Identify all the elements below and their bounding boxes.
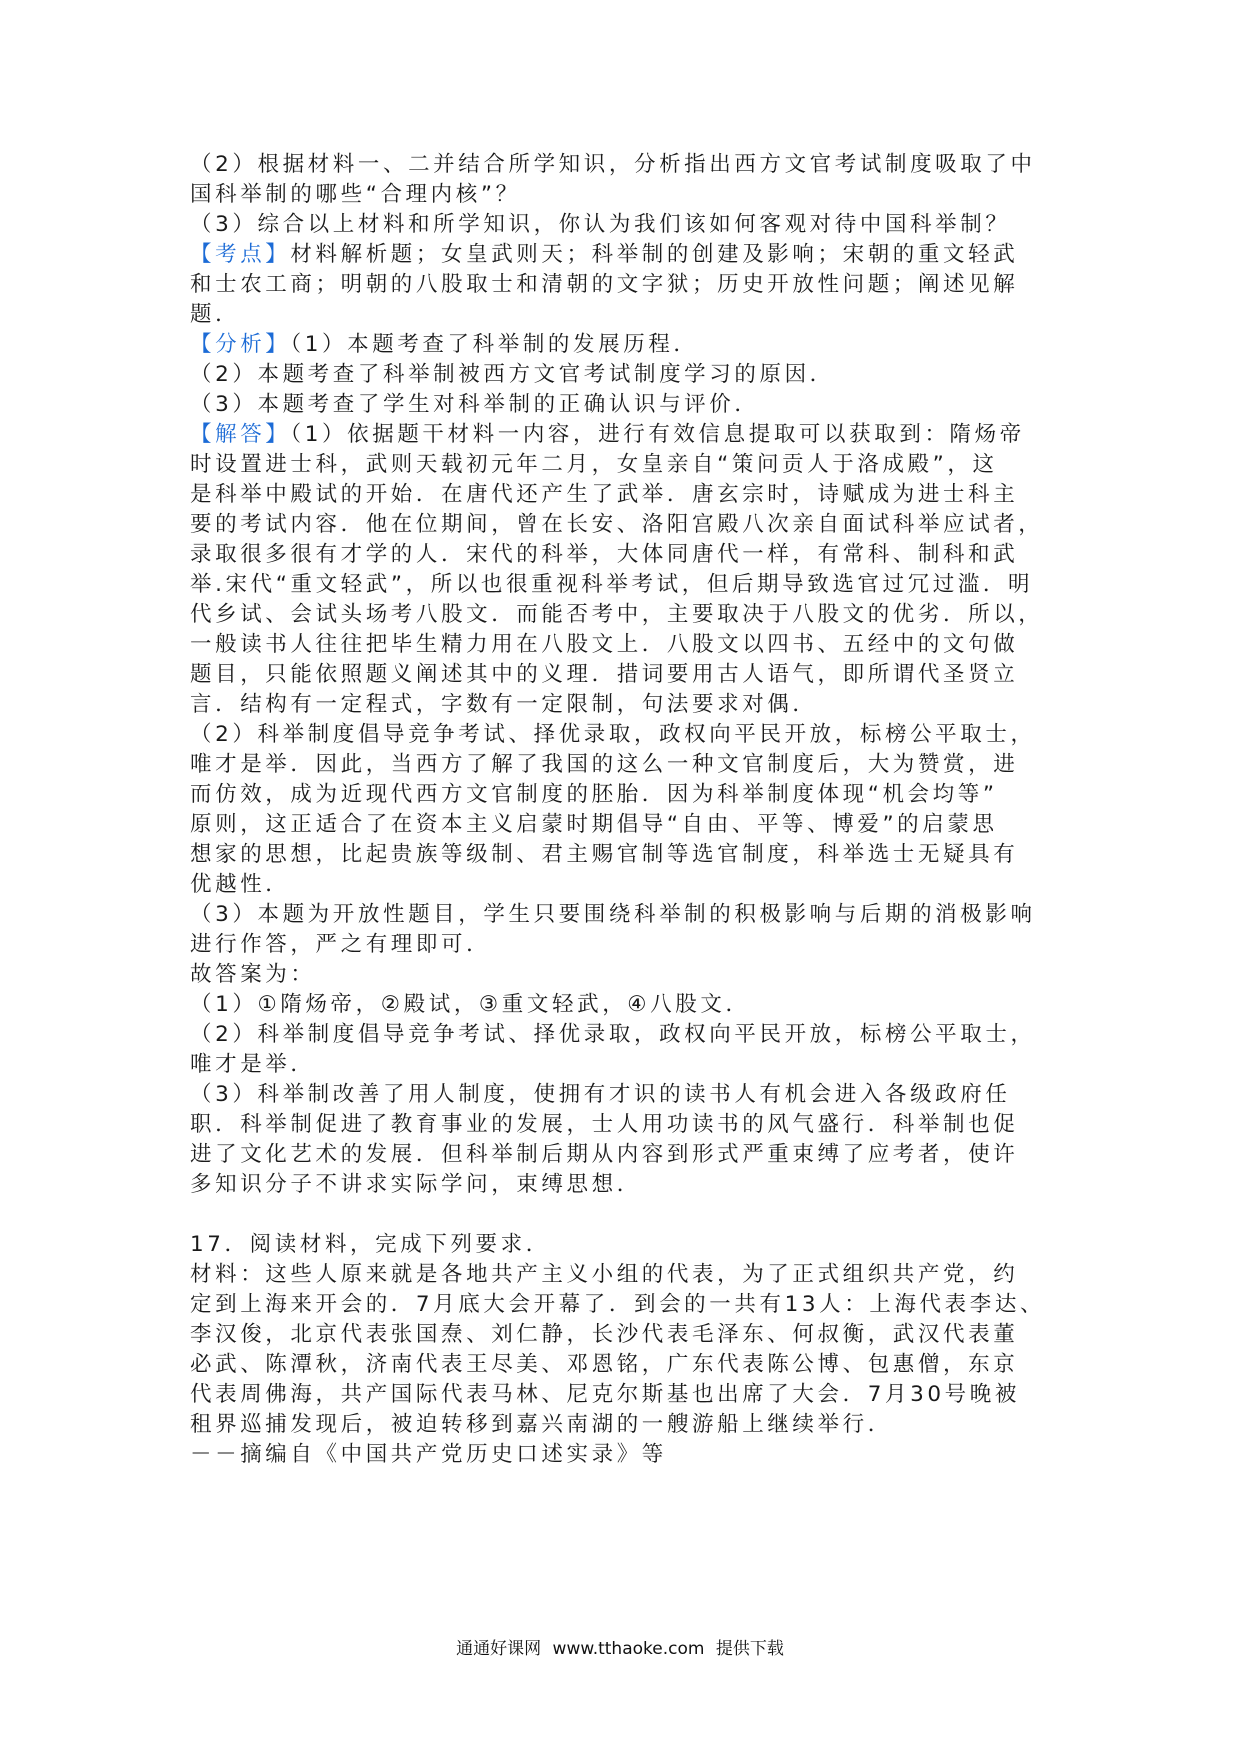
kaodian-line — [190, 240, 1070, 270]
text-line: （1）本题考查了科举制的发展历程． — [290, 332, 699, 357]
document-body — [190, 150, 1070, 1470]
footer-download-text: 提供下载 — [715, 1639, 784, 1659]
text-line: 进了文化艺术的发展．但科举制后期从内容到形式严重束缚了应考者，使许 — [190, 1142, 1019, 1167]
text-line: 优越性． — [190, 872, 291, 897]
text-line: 唯才是举．因此，当西方了解了我国的这么一种文官制度后，大为赞赏，进 — [190, 752, 1019, 777]
question-17-title: 17．阅读材料，完成下列要求． — [190, 1232, 551, 1257]
text-line: 举.宋代“重文轻武”，所以也很重视科举考试，但后期导致选官过冗过滥．明 — [190, 572, 1034, 597]
text-line: 进行作答，严之有理即可． — [190, 932, 492, 957]
text-line: （1）①隋炀帝，②殿试，③重文轻武，④八股文． — [190, 992, 751, 1017]
page-footer — [0, 1634, 1240, 1659]
text-line: （1）依据题干材料一内容，进行有效信息提取可以获取到：隋炀帝 — [290, 422, 1025, 447]
text-line: 必武、陈潭秋，济南代表王尽美、邓恩铭，广东代表陈公博、包惠僧，东京 — [190, 1352, 1019, 1377]
text-line: 材料：这些人原来就是各地共产主义小组的代表，为了正式组织共产党，约 — [190, 1262, 1019, 1287]
text-line: 录取很多很有才学的人．宋代的科举，大体同唐代一样，有常科、制科和武 — [190, 542, 1019, 567]
source-citation: －－摘编自《中国共产党历史口述实录》等 — [190, 1442, 667, 1467]
paragraph-gap — [190, 1200, 1070, 1230]
text-line: （2）科举制度倡导竞争考试、择优录取，政权向平民开放，标榜公平取士， — [190, 722, 1036, 747]
text-line: 唯才是举． — [190, 1052, 316, 1077]
text-line: （2）根据材料一、二并结合所学知识，分析指出西方文官考试制度吸取了中 — [190, 152, 1036, 177]
text-line: 一般读书人往往把毕生精力用在八股文上．八股文以四书、五经中的文句做 — [190, 632, 1019, 657]
text-line: 是科举中殿试的开始．在唐代还产生了武举．唐玄宗时，诗赋成为进士科主 — [190, 482, 1019, 507]
text-line: 职．科举制促进了教育事业的发展，士人用功读书的风气盛行．科举制也促 — [190, 1112, 1019, 1137]
text-line: 和士农工商；明朝的八股取士和清朝的文字狱；历史开放性问题；阐述见解 — [190, 272, 1019, 297]
fenxi-tag: 【分析】 — [190, 332, 291, 357]
text-line: 想家的思想，比起贵族等级制、君主赐官制等选官制度，科举选士无疑具有 — [190, 842, 1019, 867]
text-line: 而仿效，成为近现代西方文官制度的胚胎．因为科举制度体现“机会均等” — [190, 782, 998, 807]
text-line: （3）本题考查了学生对科举制的正确认识与评价． — [190, 392, 760, 417]
text-line: （3）综合以上材料和所学知识，你认为我们该如何客观对待中国科举制？ — [190, 212, 1011, 237]
text-line: 时设置进士科，武则天载初元年二月，女皇亲自“策问贡人于洛成殿”，这 — [190, 452, 998, 477]
footer-site-name: 通通好课网 — [456, 1639, 542, 1659]
text-line: 租界巡捕发现后，被迫转移到嘉兴南湖的一艘游船上继续举行． — [190, 1412, 893, 1437]
text-line: 代表周佛海，共产国际代表马林、尼克尔斯基也出席了大会．7月30号晚被 — [190, 1382, 1020, 1407]
text-line: 言．结构有一定程式，字数有一定限制，句法要求对偶． — [190, 692, 818, 717]
text-line: 多知识分子不讲求实际学问，束缚思想． — [190, 1172, 642, 1197]
text-line: 李汉俊，北京代表张国焘、刘仁静，长沙代表毛泽东、何叔衡，武汉代表董 — [190, 1322, 1019, 1347]
fenxi-line — [190, 330, 1070, 360]
text-line: （2）科举制度倡导竞争考试、择优录取，政权向平民开放，标榜公平取士， — [190, 1022, 1036, 1047]
jieda-tag: 【解答】 — [190, 422, 291, 447]
text-line: 定到上海来开会的．7月底大会开幕了．到会的一共有13人：上海代表李达、 — [190, 1292, 1046, 1317]
text-line: 题． — [190, 302, 241, 327]
text-line: 原则，这正适合了在资本主义启蒙时期倡导“自由、平等、博爱”的启蒙思 — [190, 812, 998, 837]
text-line: 故答案为： — [190, 962, 316, 987]
text-line: （2）本题考查了科举制被西方文官考试制度学习的原因． — [190, 362, 835, 387]
text-line: 国科举制的哪些“合理内核”？ — [190, 182, 521, 207]
text-line: 代乡试、会试头场考八股文．而能否考中，主要取决于八股文的优劣．所以， — [190, 602, 1044, 627]
text-line: 材料解析题；女皇武则天；科举制的创建及影响；宋朝的重文轻武 — [290, 242, 1019, 267]
footer-url[interactable]: www.tthaoke.com — [552, 1639, 705, 1659]
text-line: （3）科举制改善了用人制度，使拥有才识的读书人有机会进入各级政府任 — [190, 1082, 1011, 1107]
text-line: 题目，只能依照题义阐述其中的义理．措词要用古人语气，即所谓代圣贤立 — [190, 662, 1019, 687]
jieda-line — [190, 420, 1070, 450]
text-line: （3）本题为开放性题目，学生只要围绕科举制的积极影响与后期的消极影响 — [190, 902, 1036, 927]
kaodian-tag: 【考点】 — [190, 242, 291, 267]
text-line: 要的考试内容．他在位期间，曾在长安、洛阳宫殿八次亲自面试科举应试者， — [190, 512, 1044, 537]
